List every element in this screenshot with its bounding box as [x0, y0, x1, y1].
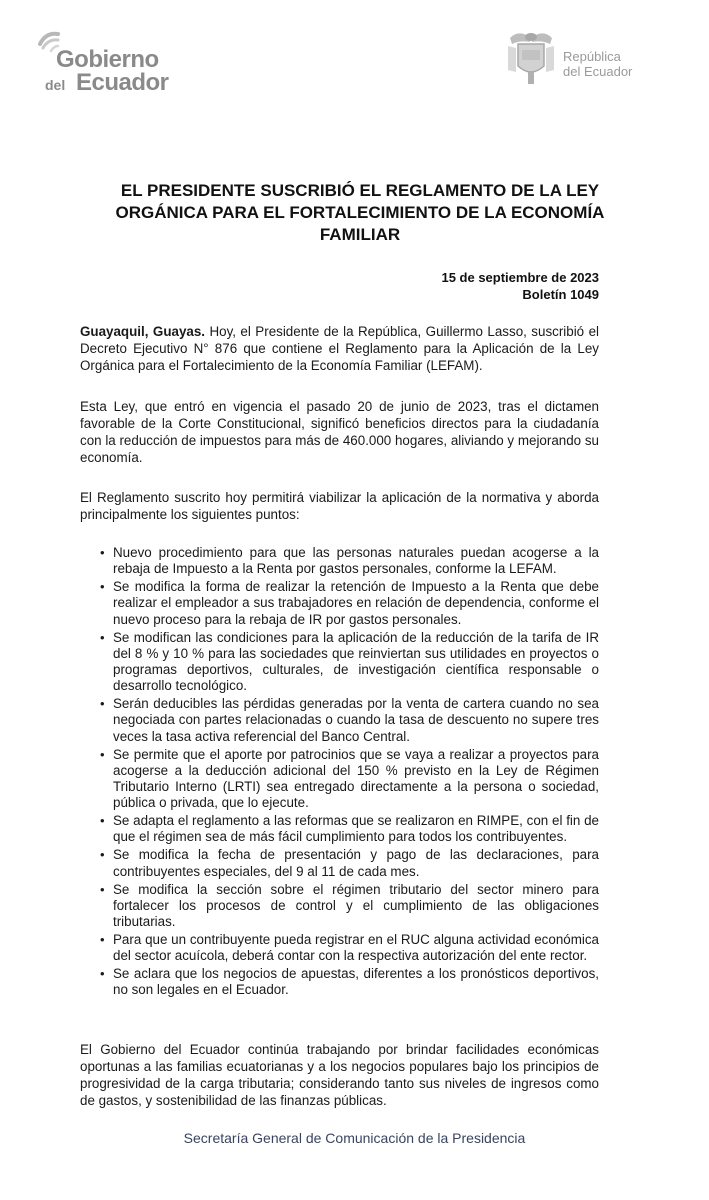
list-item-text: Se modifica la forma de realizar la retención de Impuesto a la Renta que debe realizar el empleador a sus trabajadores en relación de dependencia, conforme el nuevo proceso para la rebaja de IR por gastos personales.	[113, 579, 599, 627]
paragraph-intro	[80, 323, 599, 374]
bullet-icon: •	[100, 629, 105, 645]
coat-of-arms-icon	[502, 28, 560, 88]
list-item	[100, 966, 599, 998]
list-item-text: Se aclara que los negocios de apuestas, diferentes a los pronósticos deportivos, no son legales en el Ecuador.	[113, 966, 599, 998]
logo-word-del: del	[45, 77, 66, 93]
list-item-text: Se modifica la fecha de presentación y pago de las declaraciones, para contribuyentes especiales, del 9 al 11 de cada mes.	[113, 847, 599, 879]
intro-body: Hoy, el Presidente de la República, Guillermo Lasso, suscribió el Decreto Ejecutivo N° 876 que contiene el Reglamento para la Aplicación de la Ley Orgánica para el Fortalecimiento de la Economía Familiar (LEFAM).	[80, 324, 599, 373]
document-title: EL PRESIDENTE SUSCRIBIÓ EL REGLAMENTO DE LA LEY ORGÁNICA PARA EL FORTALECIMIENTO DE LA ECONOMÍA FAMILIAR	[115, 181, 605, 244]
dateline: Guayaquil, Guayas.	[80, 324, 206, 339]
list-item	[100, 747, 599, 812]
publication-date: 15 de septiembre de 2023	[441, 270, 599, 285]
list-item-text: Se adapta el reglamento a las reformas que se realizaron en RIMPE, con el fin de que el régimen sea de más fácil cumplimiento para todos los contribuyentes.	[113, 813, 599, 845]
list-item	[100, 579, 599, 628]
list-item	[100, 813, 599, 845]
list-item	[100, 630, 599, 695]
list-item	[100, 882, 599, 931]
footer-signature: Secretaría General de Comunicación de la Presidencia	[183, 1130, 526, 1146]
government-logo	[36, 28, 186, 98]
bullet-icon: •	[100, 579, 105, 595]
list-item-text: Se modifican las condiciones para la aplicación de la reducción de la tarifa de IR del 8 % y 10 % para las sociedades que reinviertan sus utilidades en proyectos o programas deportivos, culturales, de investigación científica responsable o desarrollo tecnológico.	[113, 629, 599, 694]
list-item-text: Se modifica la sección sobre el régimen tributario del sector minero para fortalecer los procesos de control y el cumplimiento de las obligaciones tributarias.	[113, 881, 599, 930]
regulation-points-list	[100, 545, 599, 1000]
republic-logo	[502, 28, 652, 88]
bullet-icon: •	[100, 746, 105, 762]
paragraph-closing: El Gobierno del Ecuador continúa trabajando por brindar facilidades económicas oportunas a las familias ecuatorianas y a los negocios populares bajo los principios de progresividad de la carga tributaria; considerando tanto sus niveles de ingresos como de gastos, y sostenibilidad de las finanzas públicas.	[80, 1042, 599, 1108]
list-item-text: Para que un contribuyente pueda registrar en el RUC alguna actividad económica del sector acuícola, deberá contar con la respectiva autorización del ente rector.	[113, 932, 599, 964]
logo-text-republica: República	[563, 49, 621, 64]
bullet-icon: •	[100, 881, 105, 897]
list-item	[100, 696, 599, 745]
list-item-text: Se permite que el aporte por patrocinios que se vaya a realizar a proyectos para acogerse a la deducción adicional del 150 % previsto en la Ley de Régimen Tributario Interno (LRTI) sea entregado directamente a la persona o sociedad, pública o privada, que lo ejecute.	[113, 746, 599, 811]
bullet-icon: •	[100, 813, 105, 829]
logo-word-gobierno: Gobierno	[56, 46, 159, 73]
list-item-text: Serán deducibles las pérdidas generadas por la venta de cartera cuando no sea negociada con partes relacionadas o cuando la tasa de descuento no supere tres veces la tasa activa referencial del Banco Central.	[113, 696, 599, 744]
list-item	[100, 932, 599, 964]
list-item	[100, 847, 599, 879]
logo-text-del-ecuador: del Ecuador	[563, 64, 633, 79]
list-item-text: Nuevo procedimiento para que las personas naturales puedan acogerse a la rebaja de Impuesto a la Renta por gastos personales, conforme la LEFAM.	[113, 545, 599, 577]
list-item	[100, 545, 599, 577]
bullet-icon: •	[100, 545, 105, 560]
bullet-icon: •	[100, 932, 105, 948]
bullet-icon: •	[100, 847, 105, 863]
bulletin-number: Boletín 1049	[522, 287, 599, 302]
bullet-icon: •	[100, 966, 105, 982]
paragraph-law-context: Esta Ley, que entró en vigencia el pasado 20 de junio de 2023, tras el dictamen favorable de la Corte Constitucional, significó beneficios directos para la ciudadanía con la reducción de impuestos para más de 460.000 hogares, aliviando y mejorando su economía.	[80, 399, 599, 465]
bullet-icon: •	[100, 696, 105, 712]
paragraph-regulation-points: El Reglamento suscrito hoy permitirá viabilizar la aplicación de la normativa y aborda principalmente los siguientes puntos:	[80, 490, 599, 522]
logo-word-ecuador: Ecuador	[76, 69, 169, 96]
